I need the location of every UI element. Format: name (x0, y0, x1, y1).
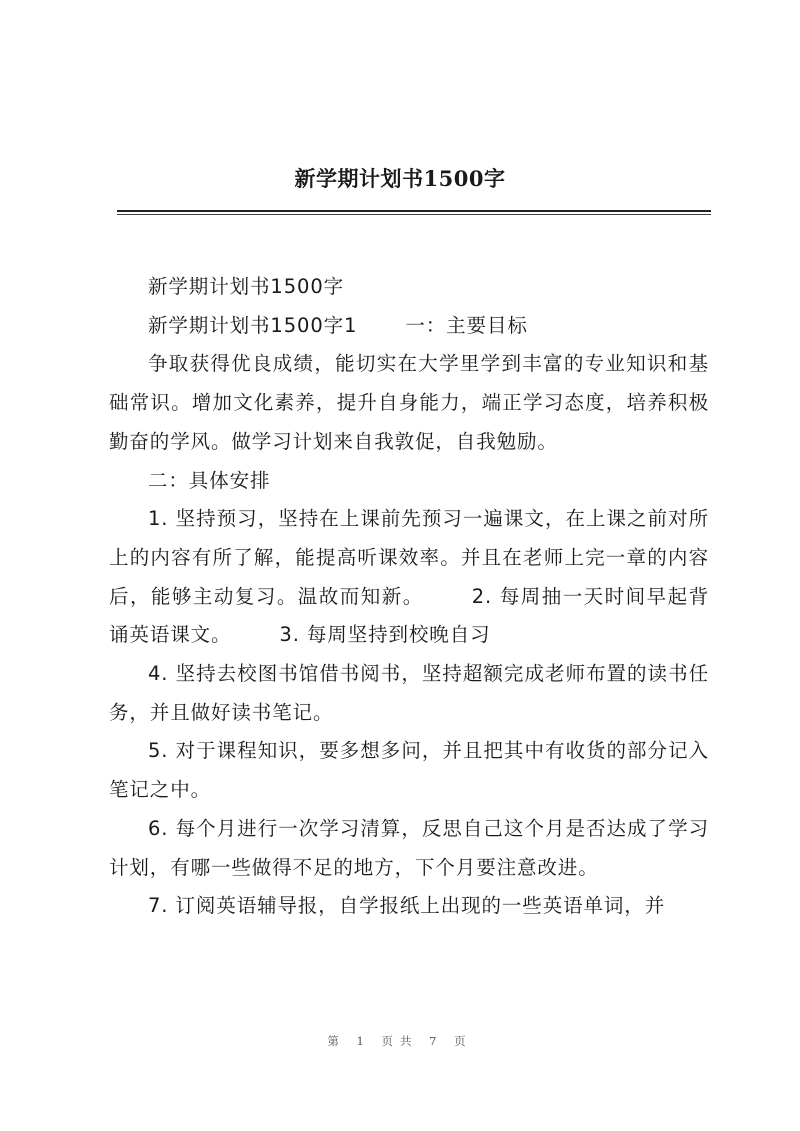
paragraph-item-1-3 (109, 500, 709, 655)
paragraph-goals: 争取获得优良成绩，能切实在大学里学到丰富的专业知识和基础常识。增加文化素养，提升自身能力，端正学习态度，培养积极勤奋的学风。做学习计划来自我敦促，自我勉励。 (109, 352, 709, 453)
item-3: 3. 每周坚持到校晚自习 (279, 623, 491, 647)
paragraph-heading: 新学期计划书1500字 (148, 275, 345, 298)
paragraph-item-5: 5. 对于课程知识，要多想多问，并且把其中有收货的部分记入笔记之中。 (109, 739, 709, 802)
paragraph-item-7: 7. 订阅英语辅导报，自学报纸上出现的一些英语单词，并 (148, 894, 666, 918)
paragraph-item-4: 4. 坚持去校图书馆借书阅书，坚持超额完成老师布置的读书任务，并且做好读书笔记。 (109, 662, 709, 724)
section-label-goals: 一：主要目标 (405, 313, 528, 337)
page-footer: 第 1 页共 7 页 (327, 1034, 473, 1048)
title-divider-thin (117, 214, 711, 215)
title-divider (117, 210, 711, 212)
document-title: 新学期计划书1500字 (294, 166, 506, 191)
paragraph-arrangement-heading: 二：具体安排 (148, 468, 271, 492)
document-body (109, 268, 709, 926)
item-2: 2. 每周抽一天时间早起背诵英语课文。 (109, 584, 709, 647)
item-1: 1. 坚持预习，坚持在上课前先预习一遍课文，在上课之前对所上的内容有所了解，能提高听课效率。并且在老师上完一章的内容后，能够主动复习。温故而知新。 (109, 507, 709, 608)
paragraph-section-heading (109, 307, 709, 346)
paragraph-item-6: 6. 每个月进行一次学习清算，反思自己这个月是否达成了学习计划，有哪一些做得不足的地方，下个月要注意改进。 (109, 816, 709, 879)
section-subtitle: 新学期计划书1500字1 (148, 313, 358, 337)
